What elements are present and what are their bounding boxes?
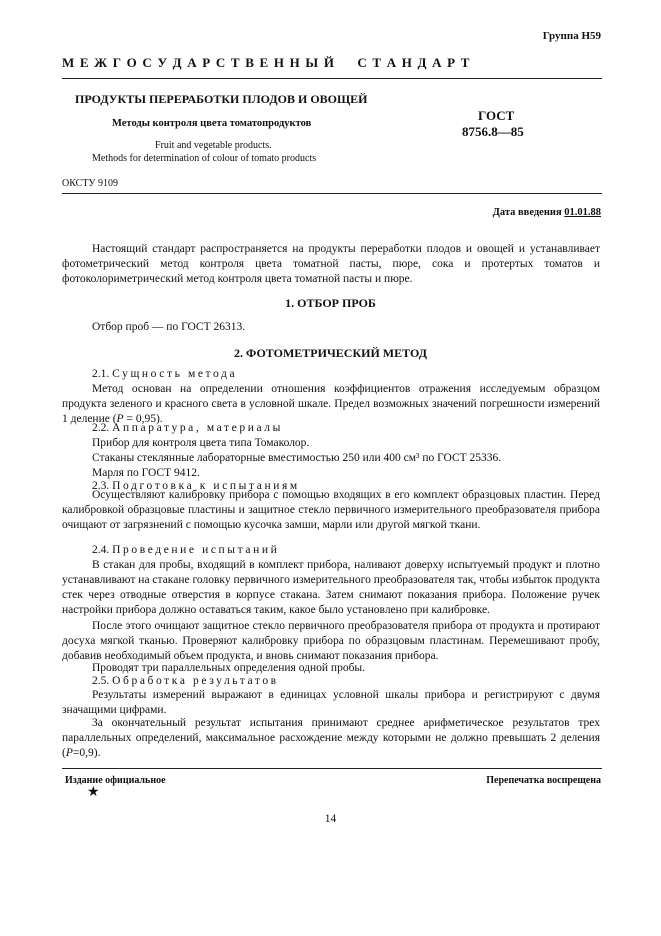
date-value: 01.01.88: [564, 207, 601, 218]
probability-symbol: P: [116, 413, 124, 425]
section2-heading: 2. ФОТОМЕТРИЧЕСКИЙ МЕТОД: [234, 346, 427, 360]
star-icon: ★: [87, 785, 100, 800]
intro-paragraph: Настоящий стандарт распространяется на продукты переработки плодов и овощей и устанавливает фотометрический метод контроля цвета томатной пасты, пюре, сока и протертых томатов и фотоколориметрический метод контроля цвета томатной пасты и пюре.: [62, 243, 600, 285]
clause-title: Подготовка к испытаниям: [112, 480, 300, 492]
reprint-notice: Перепечатка воспрещена: [486, 775, 601, 786]
clause-2-5-heading: [92, 674, 279, 689]
standard-banner: М Е Ж Г О С У Д А Р С Т В Е Н Н Ы Й С Т А Н Д А Р Т: [62, 55, 471, 70]
clause-2-1-text-tail: = 0,95).: [123, 413, 163, 425]
page-number: 14: [324, 813, 337, 825]
top-rule: [62, 78, 602, 79]
clause-2-5-text-tail: =0,9).: [72, 747, 101, 759]
clause-2-4-paragraph-2: После этого очищают защитное стекло первичного преобразователя прибора от продукта и протирают досуха мягкой тканью. Проверяют калибровку прибора по образцовым пластинам. Перемешивают пробу, добавив необходимый объем продукта, и вновь снимают показания прибора.: [62, 620, 600, 662]
subtitle-ru: Методы контроля цвета томатопродуктов: [112, 118, 312, 129]
gost-label: ГОСТ: [478, 108, 515, 123]
clause-2-5-text-main: За окончательный результат испытания принимают среднее арифметическое результатов трех параллельных определений, максимальное расхождение между которыми не должно превышать 2 деления (: [62, 717, 600, 759]
equipment-item-1: Прибор для контроля цвета типа Томаколор.: [92, 437, 310, 449]
clause-2-4-paragraph-1: В стакан для пробы, входящий в комплект прибора, наливают доверху испытуемый продукт и плотно устанавливают на стакане головку первичного измерительного преобразователя так, чтобы избыток продукта стек через отводные отверстия в корпусе стакана. Затем снимают показания прибора. Положение ручек настройки прибора должно оставаться таким, какое было установлено при калибровке.: [62, 559, 600, 616]
clause-number: 2.4.: [92, 544, 110, 556]
clause-number: 2.2.: [92, 422, 110, 434]
probability-symbol: P: [65, 747, 73, 759]
clause-2-5-paragraph-1: Результаты измерений выражают в единицах условной шкалы прибора и регистрируют с двумя значащими цифрами.: [62, 689, 600, 716]
clause-2-4-paragraph-3: Проводят три параллельных определения одной пробы.: [92, 662, 366, 674]
clause-2-1-heading: [92, 367, 237, 382]
clause-title: Обработка результатов: [112, 675, 279, 687]
title-ru: ПРОДУКТЫ ПЕРЕРАБОТКИ ПЛОДОВ И ОВОЩЕЙ: [75, 92, 368, 106]
title-en-2: Methods for determination of colour of tomato products: [92, 153, 317, 164]
clause-2-4-heading: [92, 543, 279, 558]
section1-heading: 1. ОТБОР ПРОБ: [285, 296, 376, 310]
clause-2-5-paragraph-2: [62, 716, 600, 761]
title-rule: [62, 193, 602, 194]
footer-rule: [62, 768, 602, 769]
clause-2-3-text: Осуществляют калибровку прибора с помощью входящих в его комплект образцовых пластин. Перед калибровкой образцовые пластины и защитное стекло первичного измерительного преобразователя прибора очищают от загрязнений с помощью кусочка замши, марли или другой мягкой ткани.: [62, 489, 600, 531]
clause-number: 2.3.: [92, 480, 110, 492]
section1-text: Отбор проб — по ГОСТ 26313.: [92, 321, 246, 333]
group-code: Группа Н59: [542, 30, 601, 42]
clause-title: Проведение испытаний: [112, 544, 280, 556]
equipment-item-2: Стаканы стеклянные лабораторные вместимостью 250 или 400 см³ по ГОСТ 25336.: [92, 452, 502, 464]
clause-title: Аппаратура, материалы: [112, 422, 283, 434]
effective-date: [493, 207, 601, 218]
official-edition: Издание официальное: [65, 775, 166, 786]
clause-2-1-text-main: Метод основан на определении отношения коэффициентов отражения исследуемым образцом продукта зеленого и красного света в условной шкале. Предел возможных значений погрешности измерений 1 деление (: [62, 383, 600, 425]
clause-title: Сущность метода: [112, 368, 238, 380]
equipment-item-3: Марля по ГОСТ 9412.: [92, 467, 200, 479]
title-en-1: Fruit and vegetable products.: [155, 140, 272, 151]
clause-number: 2.5.: [92, 675, 110, 687]
gost-number: 8756.8—85: [462, 124, 524, 139]
date-label: Дата введения: [492, 207, 562, 218]
okstu-code: ОКСТУ 9109: [62, 178, 119, 189]
clause-2-2-heading: [92, 421, 283, 436]
clause-number: 2.1.: [92, 368, 110, 380]
